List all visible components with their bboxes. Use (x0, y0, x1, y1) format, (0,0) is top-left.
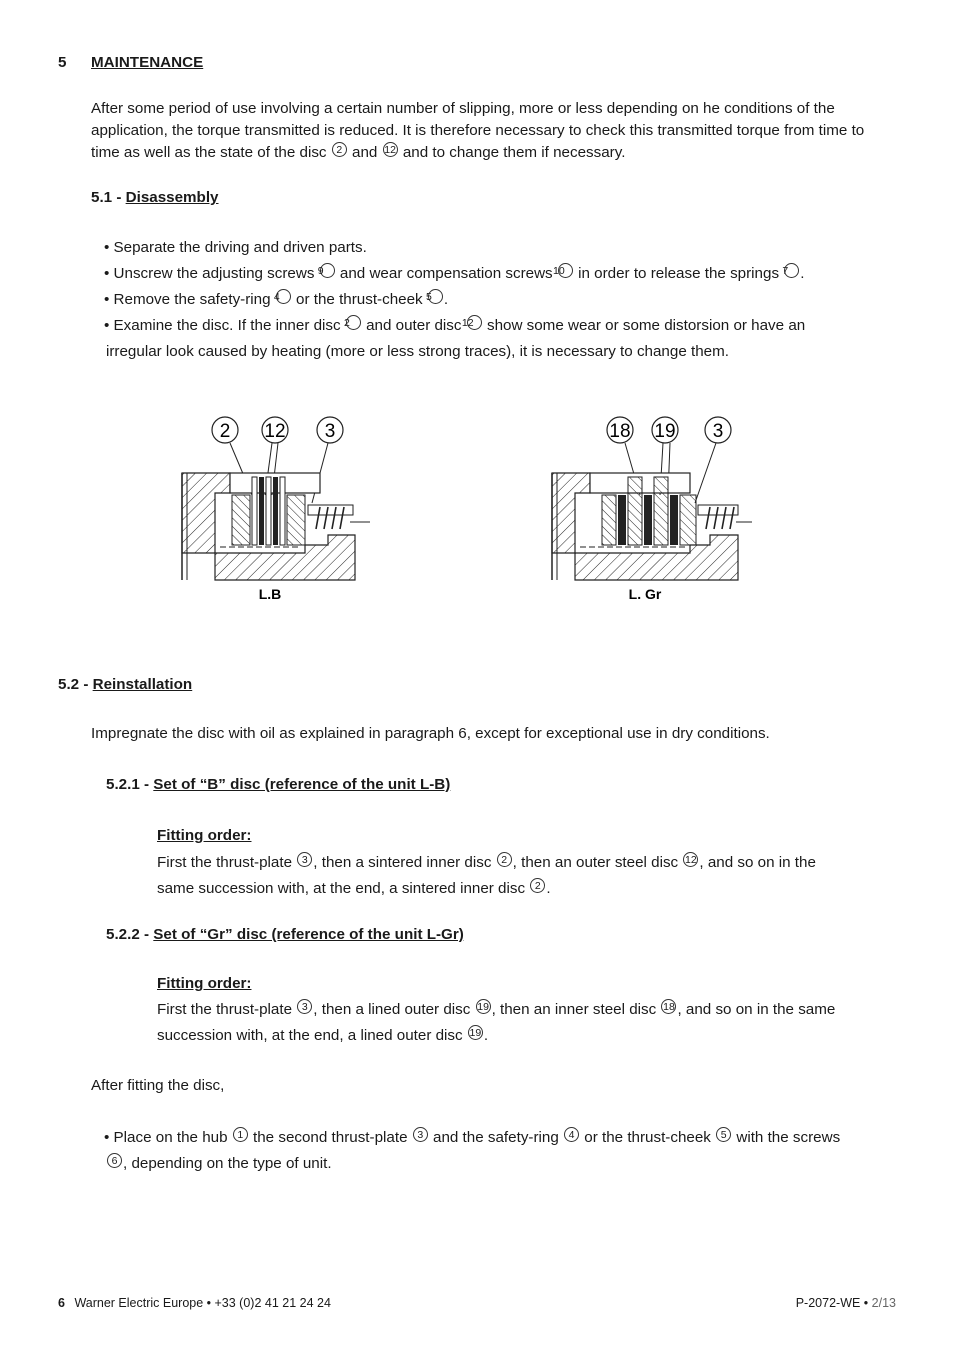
intro-paragraph (91, 98, 897, 164)
after-fitting-text: After fitting the disc, (91, 1077, 225, 1094)
set-gr-fitting-title: Fitting order: (157, 975, 252, 992)
ref-2: 2 (497, 852, 512, 867)
set-gr-title: Set of “Gr” disc (reference of the unit L-Gr) (153, 926, 464, 943)
reinstallation-heading (58, 674, 192, 696)
footer-right (796, 1292, 896, 1314)
intro-and: and (352, 144, 378, 161)
disassembly-number: 5.1 - (91, 189, 122, 206)
item-text: and the safety-ring (433, 1129, 559, 1146)
item-text: with the screws (736, 1129, 841, 1146)
callout-3: 3 (712, 421, 724, 442)
ref-6: 6 (107, 1153, 122, 1168)
callout-3: 3 (324, 421, 336, 442)
item-text: or the thrust-cheek (296, 291, 423, 308)
disassembly-heading (91, 187, 219, 209)
ref-5: 5 (428, 289, 443, 304)
ref-2: 2 (332, 142, 347, 157)
diagram-lb (182, 417, 370, 602)
list-item: • Unscrew the adjusting screws 9 and wear compensation screws 10 in order to release the springs 7 . (104, 265, 805, 282)
list-item (104, 1125, 904, 1151)
list-item (104, 313, 904, 339)
set-b-title: Set of “B” disc (reference of the unit L-B) (153, 776, 451, 793)
item-text: or the thrust-cheek (584, 1129, 711, 1146)
reinstallation-title: Reinstallation (92, 676, 193, 693)
set-b-heading (106, 774, 450, 796)
section-heading (58, 52, 204, 74)
ref-1: 1 (233, 1127, 248, 1142)
item-text: • Remove the safety-ring (104, 291, 271, 308)
intro-text: After some period of use involving a certain number of slipping, more or less depending on he conditions of the application, the torque transmitted is reduced. It is therefore necessary to check this transmitted torque from time to time as well as the state of the disc (91, 100, 865, 161)
item-text: show some wear or some distorsion or have an (486, 317, 806, 334)
set-gr-number: 5.2.2 - (106, 926, 150, 943)
ref-2: 2 (530, 878, 545, 893)
list-item-continued (104, 1151, 904, 1177)
callout-12: 12 (264, 421, 286, 442)
fit-text: First the thrust-plate (157, 1001, 293, 1018)
item-text: and wear compensation screws (339, 265, 553, 282)
fit-text: , then a lined outer disc (313, 1001, 471, 1018)
set-b-fitting-text: First the thrust-plate 3 , then a sintered inner disc 2 , then an outer steel disc 12 , and so on in the same succession with, at the end, a sintered inner disc 2 . (157, 854, 816, 897)
diagram-lgr (552, 417, 752, 602)
reinstallation-intro: Impregnate the disc with oil as explained in paragraph 6, except for exceptional use in dry conditions. (91, 725, 770, 742)
ref-5: 5 (716, 1127, 731, 1142)
fit-text: , and so on in the same (677, 1001, 836, 1018)
disassembly-title: Disassembly (125, 189, 219, 206)
section-title: MAINTENANCE (91, 54, 204, 71)
ref-12: 12 (467, 315, 482, 330)
figure-label-lgr: L. Gr (628, 586, 662, 602)
footer-company: Warner Electric Europe • +33 (0)2 41 21 24 24 (74, 1296, 331, 1310)
item-text: , depending on the type of unit. (123, 1155, 332, 1172)
item-text: • Examine the disc. If the inner disc (104, 317, 341, 334)
set-gr-heading (106, 924, 464, 946)
ref-9: 9 (320, 263, 335, 278)
set-gr-fitting-text: First the thrust-plate 3 , then a lined outer disc 19 , then an inner steel disc 18 , and so on in the same succession with, at the end, a lined outer disc 19 . (157, 1001, 836, 1044)
ref-2: 2 (346, 315, 361, 330)
document-ref: P-2072-WE • (795, 1296, 872, 1310)
ref-3: 3 (297, 852, 312, 867)
ref-3: 3 (297, 999, 312, 1014)
item-text: • Place on the hub (104, 1129, 228, 1146)
ref-19: 19 (477, 1001, 489, 1013)
disassembly-list (104, 235, 904, 365)
footer-left (58, 1292, 331, 1314)
place-list (104, 1125, 904, 1177)
fit-text: , then an outer steel disc (512, 854, 679, 871)
figure-label-lb: L.B (258, 586, 282, 602)
section-number: 5 (58, 54, 67, 71)
fit-text: same succession with, at the end, a sintered inner disc (157, 880, 526, 897)
item-text: the second thrust-plate (253, 1129, 408, 1146)
disc-section-diagram (160, 395, 800, 615)
set-b-fitting-title: Fitting order: (157, 827, 252, 844)
document-page: 2/13 (871, 1296, 896, 1310)
intro-end: and to change them if necessary. (402, 144, 626, 161)
list-item: • Remove the safety-ring 4 or the thrust-cheek 5 . (104, 291, 449, 308)
list-item: • Separate the driving and driven parts. (104, 239, 367, 256)
ref-4: 4 (276, 289, 291, 304)
fit-text: , then an inner steel disc (491, 1001, 657, 1018)
item-text: • Unscrew the adjusting screws (104, 265, 315, 282)
callout-18: 18 (609, 421, 631, 442)
item-text: in order to release the springs (578, 265, 780, 282)
ref-12: 12 (685, 854, 697, 866)
ref-12: 12 (384, 144, 396, 156)
list-item-continued: irregular look caused by heating (more or less strong traces), it is necessary to change them. (106, 343, 729, 360)
page-number: 6 (58, 1296, 65, 1310)
item-text: and outer disc (366, 317, 462, 334)
fit-text: , then a sintered inner disc (313, 854, 492, 871)
ref-18: 18 (663, 1001, 675, 1013)
ref-19: 19 (469, 1027, 482, 1039)
fit-text: succession with, at the end, a lined outer disc (157, 1027, 463, 1044)
ref-3: 3 (413, 1127, 428, 1142)
callout-19: 19 (654, 421, 676, 442)
fit-text: First the thrust-plate (157, 854, 293, 871)
ref-4: 4 (564, 1127, 579, 1142)
callout-2: 2 (219, 421, 231, 442)
reinstallation-number: 5.2 - (58, 676, 89, 693)
ref-10: 10 (558, 263, 573, 278)
set-b-number: 5.2.1 - (106, 776, 150, 793)
fit-text: , and so on in the (699, 854, 816, 871)
ref-7: 7 (784, 263, 799, 278)
